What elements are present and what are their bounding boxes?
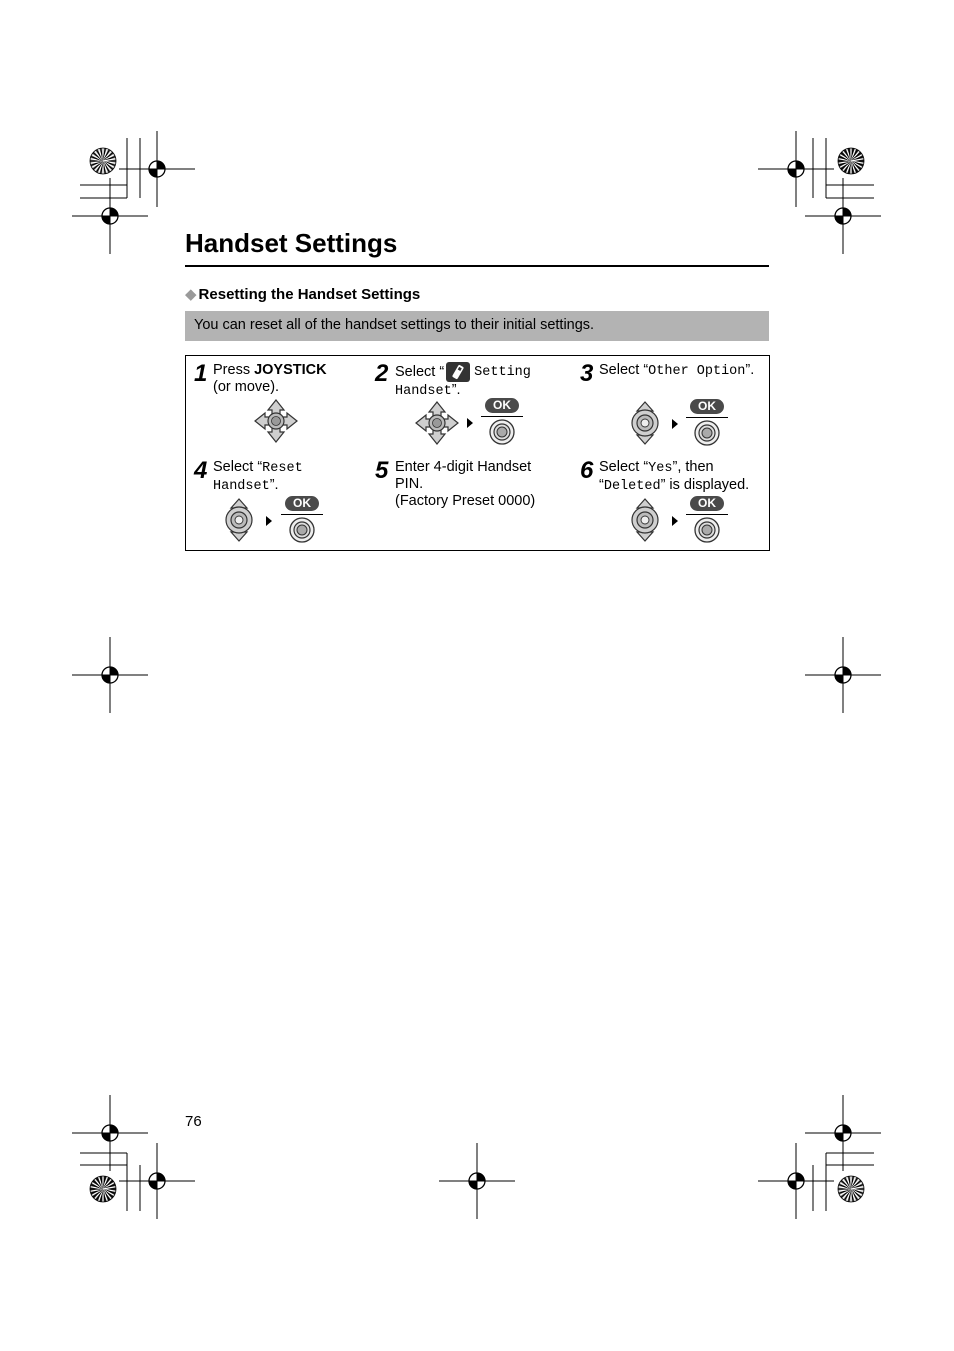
page-number: 76: [185, 1113, 202, 1130]
sunburst-target-icon: [838, 148, 864, 174]
ok-key-icon: [694, 517, 720, 543]
ok-underline: [481, 416, 523, 417]
step-4-mono-reset: Reset: [262, 461, 303, 476]
sunburst-target-icon: [838, 1176, 864, 1202]
section-heading-text: Resetting the Handset Settings: [198, 286, 421, 303]
registration-crosshair-icon: [439, 1143, 515, 1219]
arrow-right-icon: [265, 514, 273, 526]
step-6-text: [599, 459, 749, 495]
ok-underline: [686, 417, 728, 418]
intro-text: You can reset all of the handset settings to their initial settings.: [194, 317, 595, 333]
step-3-suffix: ”.: [745, 362, 755, 378]
step-2-text: [395, 362, 531, 400]
step-6-suffix: ” is displayed.: [660, 477, 750, 493]
step-4-suffix: ”.: [269, 477, 279, 493]
step-number: 6: [580, 457, 594, 484]
step-2-mono-setting: Setting: [474, 364, 531, 380]
step-number: 1: [194, 360, 208, 387]
step-number: 3: [580, 360, 594, 387]
joystick-four-way-icon: [414, 400, 460, 446]
arrow-right-icon: [466, 416, 474, 428]
step-1-line2: (or move).: [213, 379, 280, 395]
ok-label: OK: [690, 496, 724, 511]
ok-key-icon: [694, 420, 720, 446]
registration-crosshair-icon: [805, 1095, 881, 1171]
step-6-mid: ”, then: [672, 459, 714, 475]
ok-underline: [281, 514, 323, 515]
registration-crosshair-icon: [72, 178, 148, 254]
arrow-right-icon: [671, 417, 679, 429]
registration-crosshair-icon: [72, 1095, 148, 1171]
step-1-prefix: Press: [213, 362, 255, 378]
step-4-prefix: Select “: [213, 459, 263, 475]
step-6-prefix: Select “: [599, 459, 649, 475]
step-4-text: [213, 459, 303, 495]
step-number: 4: [194, 457, 208, 484]
step-number: 2: [375, 360, 389, 387]
registration-crosshair-icon: [72, 637, 148, 713]
joystick-label: JOYSTICK: [254, 362, 327, 378]
registration-crosshair-icon: [805, 178, 881, 254]
joystick-up-down-icon: [630, 400, 660, 446]
step-3-prefix: Select “: [599, 362, 649, 378]
step-5-line2: PIN.: [395, 476, 424, 492]
step-1-text: [213, 362, 327, 396]
registration-crosshair-icon: [119, 1143, 195, 1219]
step-2-prefix: Select “: [395, 363, 445, 380]
registration-crosshair-icon: [119, 131, 195, 207]
title-rule: [185, 265, 769, 267]
registration-crosshair-icon: [758, 1143, 834, 1219]
ok-underline: [686, 514, 728, 515]
step-5-line1: Enter 4-digit Handset: [395, 459, 532, 475]
arrow-right-icon: [671, 514, 679, 526]
joystick-up-down-icon: [224, 497, 254, 543]
step-2-suffix: ”.: [451, 382, 461, 398]
joystick-four-way-icon: [253, 398, 299, 444]
registration-crosshair-icon: [805, 637, 881, 713]
step-6-open-quote: “: [599, 477, 604, 493]
ok-label: OK: [485, 398, 519, 413]
sunburst-target-icon: [90, 1176, 116, 1202]
registration-crosshair-icon: [758, 131, 834, 207]
ok-key-icon: [489, 419, 515, 445]
step-3-text: [599, 362, 754, 380]
ok-label: OK: [285, 496, 319, 511]
intro-band: [185, 311, 769, 341]
handset-setting-icon: [446, 362, 470, 382]
section-heading: [185, 285, 420, 303]
step-4-mono-handset: Handset: [213, 479, 270, 494]
step-2-mono-handset: Handset: [395, 384, 452, 399]
step-5-text: [395, 459, 535, 510]
step-3-mono: Other Option: [648, 364, 746, 379]
page-title: Handset Settings: [185, 228, 398, 258]
step-6-mono-yes: Yes: [648, 461, 673, 476]
step-6-mono-deleted: Deleted: [603, 479, 661, 494]
step-number: 5: [375, 457, 389, 484]
ok-key-icon: [289, 517, 315, 543]
joystick-up-down-icon: [630, 497, 660, 543]
step-5-line3: (Factory Preset 0000): [395, 493, 536, 509]
diamond-bullet-icon: ◆: [185, 286, 197, 303]
sunburst-target-icon: [90, 148, 116, 174]
ok-label: OK: [690, 399, 724, 414]
